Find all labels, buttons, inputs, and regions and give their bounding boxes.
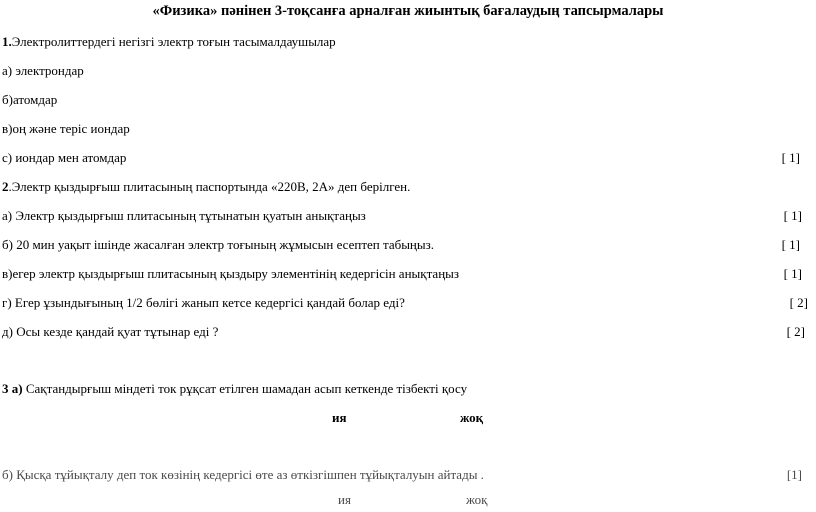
question-3b-text: б) Қысқа тұйықталу деп ток көзінің кедергісі өте аз өткізгішпен тұйықталуын айтады . <box>2 467 484 482</box>
question-3-number: 3 а) <box>2 381 23 396</box>
question-3a <box>2 381 467 397</box>
question-1-mark: [ 1] <box>781 150 800 165</box>
question-1-number: 1. <box>2 34 12 49</box>
question-2-item-d: г) Егер ұзындығының 1/2 бөлігі жанып кетсе кедергісі қандай болар еді? <box>2 295 405 310</box>
question-2-item-e-mark: [ 2] <box>786 324 805 339</box>
question-3a-text: Сақтандырғыш міндеті ток рұқсат етілген шамадан асып кеткенде тізбекті қосу <box>22 381 468 396</box>
question-1-option-a: а) электрондар <box>2 63 84 78</box>
question-1 <box>2 34 336 50</box>
question-3b-mark: [1] <box>786 467 802 482</box>
question-1-option-d: с) иондар мен атомдар <box>2 150 127 165</box>
question-2-item-a: а) Электр қыздырғыш плитасының тұтынатын қуатын анықтаңыз <box>2 208 366 223</box>
question-2-number: 2 <box>2 179 9 194</box>
question-1-option-c: в)оң және теріс иондар <box>2 121 130 136</box>
question-2-item-d-mark: [ 2] <box>789 295 808 310</box>
question-1-text: Электролиттердегі негізгі электр тоғын тасымалдаушылар <box>11 34 336 49</box>
question-2-text: .Электр қыздырғыш плитасының паспортында «220В, 2А» деп берілген. <box>8 179 411 194</box>
question-3b-choice-yes[interactable]: ия <box>338 492 351 507</box>
question-3a-choice-yes[interactable]: ия <box>332 410 347 425</box>
question-1-option-b: б)атомдар <box>2 92 58 107</box>
question-2-item-b-mark: [ 1] <box>781 237 800 252</box>
question-2-item-e: д) Осы кезде қандай қуат тұтынар еді ? <box>2 324 219 339</box>
question-3b-choice-no[interactable]: жоқ <box>466 492 488 507</box>
question-2-item-a-mark: [ 1] <box>783 208 802 223</box>
question-2-item-b: б) 20 мин уақыт ішінде жасалған электр тоғының жұмысын есептеп табыңыз. <box>2 237 435 252</box>
question-2 <box>2 179 410 195</box>
question-2-item-c: в)егер электр қыздырғыш плитасының қыздыру элементінің кедергісін анықтаңыз <box>2 266 460 281</box>
question-2-item-c-mark: [ 1] <box>783 266 802 281</box>
question-3a-choice-no[interactable]: жоқ <box>460 410 484 425</box>
document-title: «Физика» пәнінен 3-тоқсанға арналған жиынтық бағалаудың тапсырмалары <box>152 3 664 19</box>
